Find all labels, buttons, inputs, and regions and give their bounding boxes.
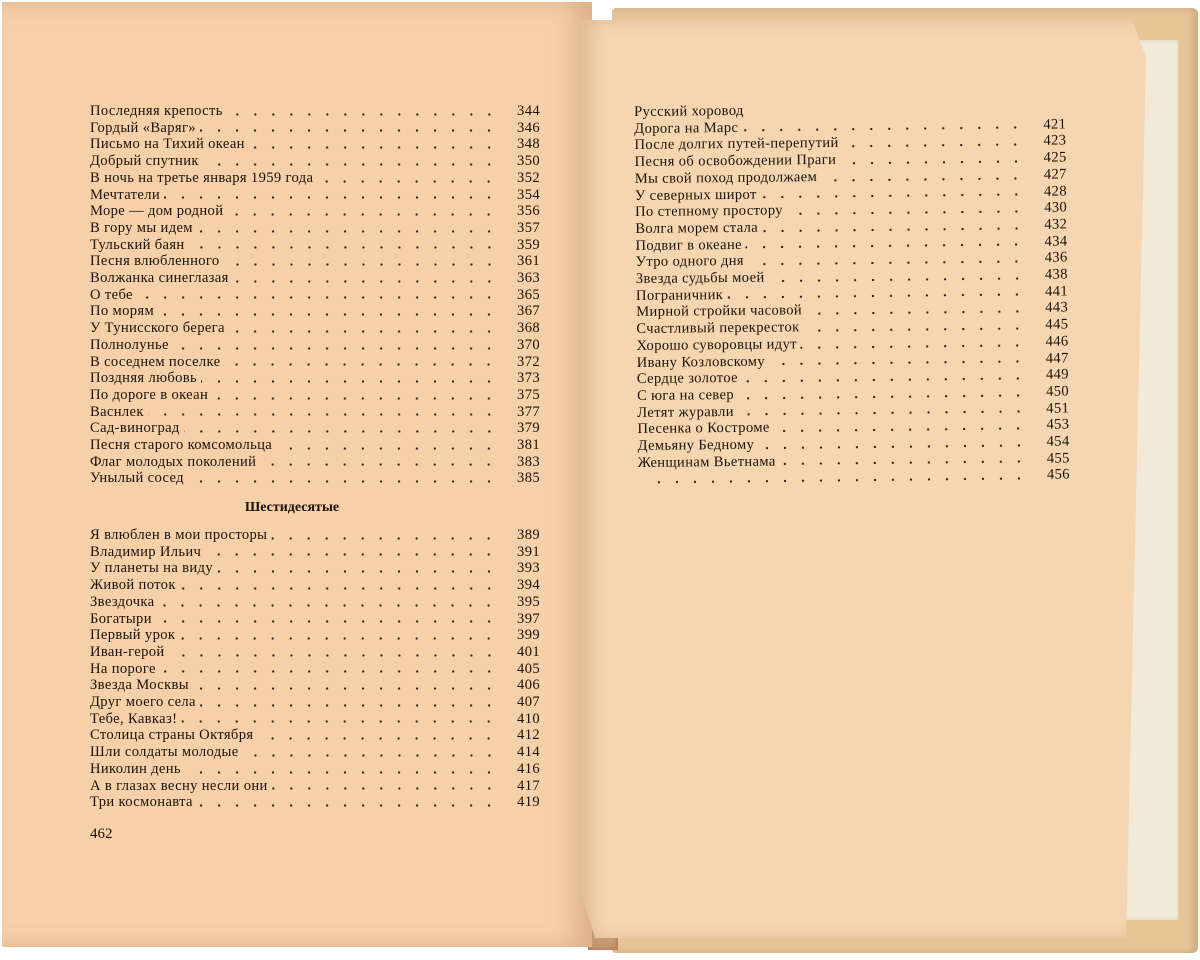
toc-entry-title: Друг моего села bbox=[90, 694, 196, 711]
left-page-toc-top bbox=[90, 103, 540, 487]
toc-entry-title: Письмо на Тихий океан bbox=[90, 136, 245, 153]
leader-dots bbox=[804, 327, 1027, 332]
toc-entry-title: Русский хоровод bbox=[634, 102, 744, 120]
leader-dots bbox=[180, 587, 498, 590]
leader-dots bbox=[233, 280, 498, 283]
leader-dots bbox=[185, 771, 498, 774]
toc-entry-page: 348 bbox=[517, 136, 540, 153]
toc-entry bbox=[90, 677, 540, 694]
leader-dots bbox=[727, 293, 1026, 299]
leader-dots bbox=[197, 230, 498, 233]
leader-dots bbox=[742, 377, 1027, 383]
toc-entry bbox=[90, 644, 540, 661]
leader-dots bbox=[197, 804, 498, 807]
leader-dots bbox=[227, 113, 498, 116]
toc-entry-page: 350 bbox=[517, 153, 540, 170]
toc-entry-title: Дорога на Марс bbox=[634, 119, 739, 137]
toc-entry-title: У Тунисского берега bbox=[90, 320, 225, 337]
toc-entry-title: Счастливый перекресток bbox=[636, 319, 800, 338]
toc-entry-title: После долгих путей-перепутий bbox=[634, 135, 839, 154]
toc-entry-page: 393 bbox=[517, 560, 540, 577]
toc-entry-title: Утро одного дня bbox=[635, 253, 745, 271]
toc-entry-page: 406 bbox=[517, 677, 540, 694]
leader-dots bbox=[769, 277, 1026, 283]
toc-entry-page: 445 bbox=[1045, 316, 1069, 333]
toc-entry-page: 394 bbox=[517, 577, 540, 594]
toc-entry-page: 346 bbox=[517, 119, 540, 136]
toc-entry-page: 436 bbox=[1044, 249, 1068, 267]
toc-entry-title: Унылый сосед bbox=[90, 470, 184, 487]
toc-entry-page: 434 bbox=[1044, 233, 1068, 250]
toc-entry-title: Песенка о Костроме bbox=[637, 419, 770, 438]
toc-entry bbox=[90, 354, 540, 371]
toc-entry-title: Богатыри bbox=[90, 610, 152, 627]
leader-dots bbox=[188, 480, 498, 483]
leader-dots bbox=[806, 310, 1026, 315]
toc-entry-page: 354 bbox=[517, 186, 540, 203]
toc-entry-title: Песня об освобождении Праги bbox=[634, 151, 837, 171]
leader-dots bbox=[738, 394, 1027, 400]
toc-entry-title: Столица страны Октября bbox=[90, 727, 254, 744]
toc-entry-title: Волга морем стала bbox=[635, 219, 759, 237]
leader-dots bbox=[780, 460, 1028, 466]
toc-entry-title: Хорошо суворовцы идут bbox=[636, 336, 797, 354]
toc-entry-page: 432 bbox=[1044, 216, 1068, 233]
toc-entry-title: Песня влюбленного bbox=[90, 253, 220, 270]
toc-entry-page: 450 bbox=[1045, 383, 1070, 400]
toc-entry-title: Волжанка синеглазая bbox=[90, 270, 229, 287]
toc-entry-page: 357 bbox=[517, 219, 540, 236]
toc-entry-page: 391 bbox=[517, 543, 540, 560]
leader-dots bbox=[205, 553, 498, 556]
leader-dots bbox=[260, 463, 498, 466]
toc-entry-page: 373 bbox=[517, 370, 540, 387]
toc-entry-page: 367 bbox=[517, 303, 540, 320]
toc-entry-page: 389 bbox=[517, 527, 540, 543]
toc-entry-title: По дороге в океан bbox=[90, 386, 209, 403]
leader-dots bbox=[843, 143, 1025, 148]
toc-entry bbox=[90, 577, 540, 594]
toc-entry-page: 441 bbox=[1044, 283, 1069, 300]
toc-entry-title: Последняя крепость bbox=[90, 103, 223, 119]
leader-dots bbox=[801, 343, 1027, 348]
leader-dots bbox=[840, 160, 1024, 165]
toc-entry-title: Подвиг в океане bbox=[635, 236, 742, 254]
toc-entry-title: Песня старого комсомольца bbox=[90, 437, 273, 454]
toc-entry bbox=[90, 337, 540, 354]
toc-entry-title: Флаг молодых поколений bbox=[90, 453, 257, 470]
toc-entry-title: Летят журавли bbox=[637, 403, 735, 421]
toc-entry-page: 430 bbox=[1044, 199, 1068, 216]
left-page-toc-bottom bbox=[90, 527, 540, 811]
toc-entry-page: 395 bbox=[517, 593, 540, 610]
toc-entry-page: 372 bbox=[517, 353, 540, 370]
page-number: 462 bbox=[90, 826, 113, 842]
toc-entry bbox=[90, 560, 540, 577]
toc-entry bbox=[90, 778, 540, 795]
toc-entry bbox=[90, 136, 540, 153]
right-page-toc bbox=[634, 99, 1070, 488]
toc-entry bbox=[90, 404, 540, 421]
leader-dots bbox=[738, 410, 1027, 416]
toc-entry-title: Звезда Москвы bbox=[90, 677, 189, 694]
toc-entry bbox=[90, 544, 540, 561]
toc-entry-title: Шли солдаты молодые bbox=[90, 744, 239, 761]
toc-entry-title: Сердце золотое bbox=[636, 370, 739, 388]
leader-dots bbox=[742, 126, 1024, 132]
toc-entry bbox=[90, 220, 540, 237]
toc-entry-page: 449 bbox=[1045, 366, 1069, 383]
toc-entry bbox=[90, 287, 540, 304]
leader-dots bbox=[203, 163, 498, 166]
toc-entry-page: 399 bbox=[517, 627, 540, 644]
toc-entry bbox=[90, 170, 540, 187]
toc-entry-title: Николин день bbox=[90, 760, 181, 777]
toc-entry-title: Гордый «Варяг» bbox=[90, 119, 196, 136]
leader-dots bbox=[748, 260, 1026, 266]
toc-entry bbox=[90, 270, 540, 287]
toc-entry-page: 370 bbox=[517, 336, 540, 353]
leader-dots bbox=[787, 210, 1025, 215]
toc-entry-title: В гору мы идем bbox=[90, 219, 193, 236]
leader-dots bbox=[156, 620, 498, 623]
toc-entry-page: 451 bbox=[1046, 400, 1070, 417]
leader-dots bbox=[758, 444, 1027, 450]
toc-entry-page: 427 bbox=[1043, 166, 1067, 183]
toc-entry bbox=[90, 727, 540, 744]
toc-entry-page: 455 bbox=[1046, 450, 1070, 467]
toc-entry-title: По морям bbox=[90, 303, 155, 320]
leader-dots bbox=[137, 296, 498, 299]
toc-entry bbox=[90, 303, 540, 320]
leader-dots bbox=[774, 427, 1028, 433]
toc-entry bbox=[90, 237, 540, 254]
toc-entry-title: А в глазах весну несли они bbox=[90, 777, 268, 794]
toc-entry bbox=[90, 694, 540, 711]
leader-dots bbox=[184, 430, 498, 433]
toc-entry bbox=[90, 611, 540, 628]
toc-entry-title: В соседнем поселке bbox=[90, 353, 221, 370]
toc-entry-page: 381 bbox=[517, 437, 540, 454]
toc-entry-title: Демьяну Бедному bbox=[637, 436, 755, 455]
toc-entry bbox=[90, 420, 540, 437]
toc-entry-title: Владимир Ильич bbox=[90, 543, 202, 560]
leader-dots bbox=[821, 176, 1025, 181]
toc-entry-page: 454 bbox=[1046, 433, 1070, 450]
leader-dots bbox=[243, 754, 498, 757]
toc-entry-page: 410 bbox=[517, 710, 540, 727]
leader-dots bbox=[769, 360, 1027, 366]
toc-entry bbox=[90, 253, 540, 270]
toc-entry bbox=[90, 761, 540, 778]
toc-entry-page: 379 bbox=[517, 420, 540, 437]
leader-dots bbox=[762, 227, 1025, 233]
toc-entry-page: 377 bbox=[517, 403, 540, 420]
toc-entry-title: Поздняя любовь bbox=[90, 370, 197, 387]
toc-entry-title: Первый урок bbox=[90, 627, 176, 644]
toc-entry-page: 425 bbox=[1043, 149, 1067, 166]
leader-dots bbox=[212, 397, 498, 400]
leader-dots bbox=[189, 246, 498, 249]
toc-entry-title: В ночь на третье января 1959 года bbox=[90, 169, 314, 186]
toc-entry-title: Море — дом родной bbox=[90, 203, 224, 220]
leader-dots bbox=[164, 196, 498, 199]
leader-dots bbox=[217, 570, 498, 573]
toc-entry-title: Звезда судьбы моей bbox=[635, 269, 765, 288]
leader-dots bbox=[272, 787, 498, 790]
toc-entry bbox=[90, 527, 540, 544]
toc-entry-title: Живой поток bbox=[90, 577, 176, 594]
toc-entry-page: 417 bbox=[517, 777, 540, 794]
leader-dots bbox=[642, 477, 1028, 484]
toc-entry bbox=[90, 454, 540, 471]
toc-entry bbox=[90, 744, 540, 761]
toc-entry-page: 447 bbox=[1045, 350, 1069, 367]
toc-entry-page: 428 bbox=[1043, 182, 1068, 200]
toc-entry bbox=[90, 370, 540, 387]
leader-dots bbox=[746, 243, 1026, 249]
toc-entry-page: 416 bbox=[517, 760, 540, 777]
toc-entry-page: 453 bbox=[1046, 416, 1070, 434]
toc-entry-title: Женщинам Вьетнама bbox=[637, 453, 776, 471]
toc-entry bbox=[90, 187, 540, 204]
leader-dots bbox=[271, 537, 498, 540]
toc-entry-title: О тебе bbox=[90, 286, 133, 303]
toc-entry-page: 359 bbox=[517, 236, 540, 253]
toc-entry bbox=[90, 320, 540, 337]
toc-entry-title: Тебе, Кавказ! bbox=[90, 710, 178, 727]
leader-dots bbox=[160, 670, 498, 673]
toc-entry bbox=[90, 203, 540, 220]
toc-entry-title: Мечтатели bbox=[90, 186, 160, 203]
leader-dots bbox=[169, 654, 498, 657]
toc-entry-title: У северных широт bbox=[634, 186, 757, 204]
leader-dots bbox=[179, 637, 498, 640]
toc-entry bbox=[90, 594, 540, 611]
toc-entry-title: Я влюблен в мои просторы bbox=[90, 527, 268, 543]
leader-dots bbox=[181, 720, 498, 723]
leader-dots bbox=[227, 213, 498, 216]
toc-entry-title: Иван-герой bbox=[90, 643, 165, 660]
toc-entry-page: 456 bbox=[1046, 466, 1070, 484]
toc-entry bbox=[90, 120, 540, 137]
toc-entry bbox=[90, 387, 540, 404]
toc-entry-page: 363 bbox=[517, 270, 540, 287]
toc-entry bbox=[90, 794, 540, 811]
leader-dots bbox=[148, 413, 498, 416]
toc-entry-page: 407 bbox=[517, 694, 540, 711]
toc-entry-page: 375 bbox=[517, 386, 540, 403]
leader-dots bbox=[761, 193, 1025, 199]
toc-entry-page: 397 bbox=[517, 610, 540, 627]
toc-entry-title: На пороге bbox=[90, 660, 156, 677]
leader-dots bbox=[200, 129, 498, 132]
toc-entry-page: 361 bbox=[517, 253, 540, 270]
toc-entry-page: 344 bbox=[517, 103, 540, 119]
toc-entry-title: Сад-виноград bbox=[90, 420, 180, 437]
toc-entry bbox=[90, 627, 540, 644]
leader-dots bbox=[257, 737, 498, 740]
leader-dots bbox=[158, 313, 498, 316]
toc-entry-page: 423 bbox=[1043, 132, 1067, 150]
leader-dots bbox=[317, 180, 498, 183]
leader-dots bbox=[158, 604, 498, 607]
leader-dots bbox=[193, 687, 498, 690]
toc-entry-page: 401 bbox=[517, 643, 540, 660]
toc-entry-title: Тульский баян bbox=[90, 236, 185, 253]
toc-entry bbox=[90, 661, 540, 678]
toc-entry bbox=[90, 437, 540, 454]
leader-dots bbox=[200, 704, 498, 707]
toc-entry bbox=[90, 103, 540, 120]
toc-entry-page: 443 bbox=[1045, 299, 1069, 317]
toc-entry-title: Звездочка bbox=[90, 593, 155, 610]
toc-entry-title: Три космонавта bbox=[90, 794, 193, 811]
toc-entry-page: 414 bbox=[517, 744, 540, 761]
toc-entry-title: Полнолунье bbox=[90, 336, 169, 353]
toc-entry-title: Мы свой поход продолжаем bbox=[634, 168, 818, 187]
toc-entry-page: 419 bbox=[517, 794, 540, 811]
toc-entry-page: 368 bbox=[517, 320, 540, 337]
leader-dots bbox=[173, 347, 498, 350]
toc-entry-title: Пограничник bbox=[635, 286, 724, 304]
toc-entry-page: 352 bbox=[517, 169, 540, 186]
leader-dots bbox=[249, 146, 498, 149]
leader-dots bbox=[224, 363, 498, 366]
toc-entry-page: 438 bbox=[1044, 266, 1068, 283]
toc-entry-page: 383 bbox=[517, 453, 540, 470]
toc-entry-page: 405 bbox=[517, 660, 540, 677]
leader-dots bbox=[276, 447, 498, 450]
toc-entry-page: 385 bbox=[517, 470, 540, 487]
toc-entry-page: 421 bbox=[1043, 116, 1067, 133]
toc-entry bbox=[90, 470, 540, 487]
toc-entry-title: С юга на север bbox=[636, 386, 735, 404]
toc-entry bbox=[90, 153, 540, 170]
leader-dots bbox=[201, 380, 498, 383]
toc-entry-title: Добрый спутник bbox=[90, 153, 199, 170]
leader-dots bbox=[229, 330, 498, 333]
toc-entry-title: Ивану Козловскому bbox=[636, 353, 766, 371]
toc-entry bbox=[90, 711, 540, 728]
toc-entry-page: 356 bbox=[517, 203, 540, 220]
leader-dots bbox=[224, 263, 498, 266]
toc-entry-title: Мирной стройки часовой bbox=[636, 302, 803, 321]
toc-entry-page: 446 bbox=[1045, 333, 1069, 350]
toc-entry-title: Васнлек bbox=[90, 403, 144, 420]
toc-entry-title: У планеты на виду bbox=[90, 560, 213, 577]
toc-entry-page: 412 bbox=[517, 727, 540, 744]
section-title: Шестидесятые bbox=[244, 500, 340, 515]
toc-entry-page: 365 bbox=[517, 286, 540, 303]
toc-entry-title: По степному простору bbox=[635, 202, 783, 221]
